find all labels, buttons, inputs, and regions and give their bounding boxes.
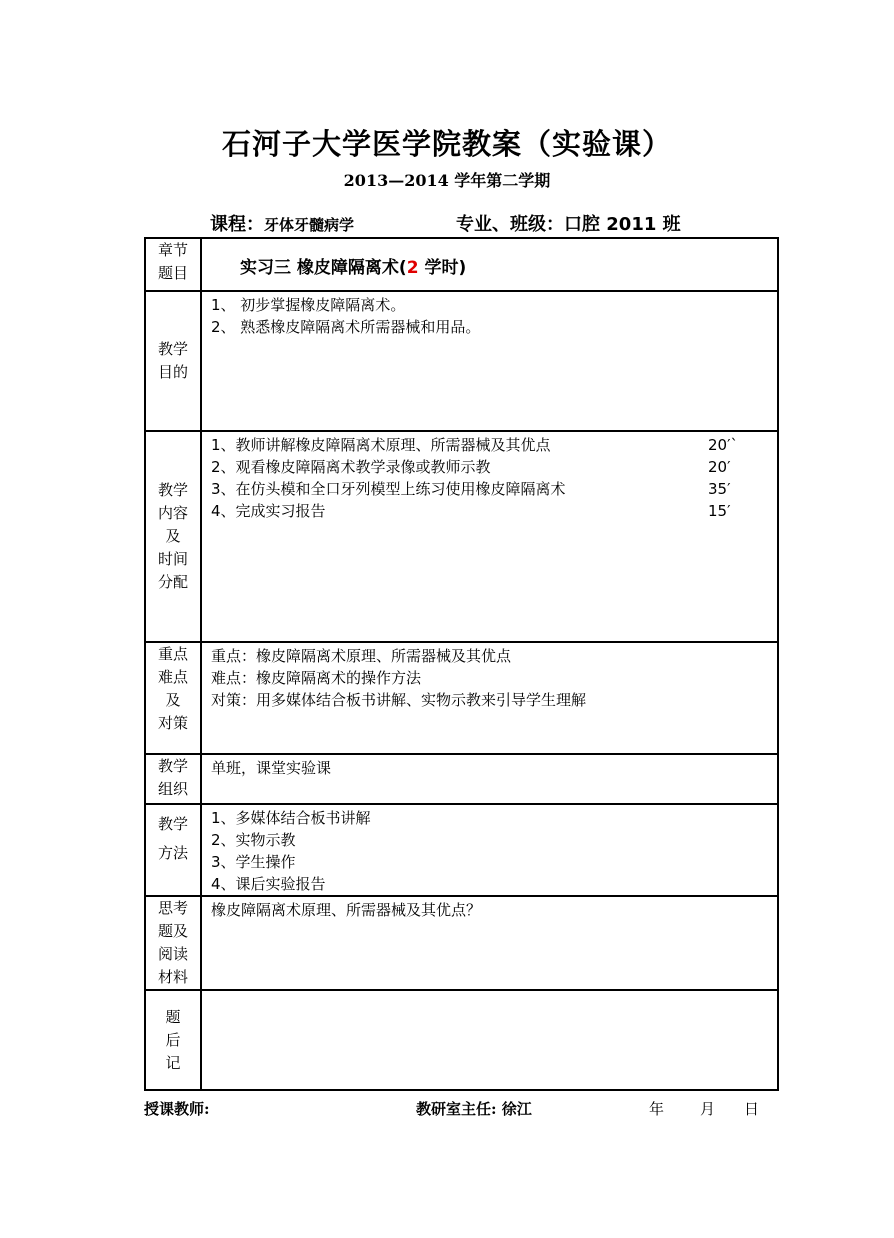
reading-content: 橡皮障隔离术原理、所需器械及其优点？ (201, 896, 778, 990)
class-info: 专业、班级：口腔 2011 班 (456, 214, 681, 235)
list-item: 1、 初步掌握橡皮障隔离术。 (211, 296, 406, 314)
reading-row (145, 896, 778, 990)
list-item: 2、观看橡皮障隔离术教学录像或教师示教 20′ (211, 458, 731, 476)
time-allocation: 15′ (708, 502, 731, 520)
date-day: 日 (744, 1100, 760, 1118)
course-info (210, 210, 354, 236)
organization-content: 单班，课堂实验课 (201, 754, 778, 804)
key-points-row (145, 642, 778, 754)
chapter-title: 实习三 橡皮障隔离术(2 学时) (201, 238, 778, 291)
date-month: 月 (700, 1100, 716, 1118)
chapter-label: 章节 题目 (145, 238, 201, 291)
list-item: 4、完成实习报告 15′ (211, 502, 731, 520)
chapter-hours: 2 (406, 258, 419, 278)
list-item: 对策：用多媒体结合板书讲解、实物示教来引导学生理解 (211, 691, 587, 709)
key-points-label: 重点 难点 及 对策 (145, 642, 201, 754)
methods-label: 教学 方法 (145, 804, 201, 896)
date-year: 年 (649, 1100, 665, 1118)
organization-row (145, 754, 778, 804)
page-title: 石河子大学医学院教案（实验课） (221, 127, 672, 161)
content-row (145, 431, 778, 642)
content-label: 教学 内容 及 时间 分配 (145, 431, 201, 642)
list-item: 1、教师讲解橡皮障隔离术原理、所需器械及其优点 20′` (211, 436, 738, 454)
objectives-label: 教学 目的 (145, 291, 201, 431)
list-item: 1、多媒体结合板书讲解 (211, 809, 371, 827)
notes-content (201, 990, 778, 1090)
list-item: 3、在仿头模和全口牙列模型上练习使用橡皮障隔离术 35′ (211, 480, 731, 498)
list-item: 难点：橡皮障隔离术的操作方法 (211, 669, 422, 687)
course-name: 牙体牙髓病学 (264, 216, 355, 234)
reading-label: 思考 题及 阅读 材料 (145, 896, 201, 990)
semester-subtitle: 2013—2014 学年第二学期 (343, 171, 551, 190)
methods-row (145, 804, 778, 896)
list-item: 3、学生操作 (211, 853, 296, 871)
organization-label: 教学 组织 (145, 754, 201, 804)
notes-row (145, 990, 778, 1090)
list-item: 4、课后实验报告 (211, 875, 326, 893)
list-item: 重点：橡皮障隔离术原理、所需器械及其优点 (211, 647, 512, 665)
time-allocation: 35′ (708, 480, 731, 498)
list-item: 2、 熟悉橡皮障隔离术所需器械和用品。 (211, 318, 481, 336)
list-item: 2、实物示教 (211, 831, 296, 849)
lesson-plan-table (144, 237, 779, 1091)
content-list (201, 431, 778, 642)
objectives-content (201, 291, 778, 431)
teacher-signature: 授课教师: (144, 1100, 210, 1118)
objectives-row (145, 291, 778, 431)
time-allocation: 20′` (708, 436, 738, 454)
notes-label: 题 后 记 (145, 990, 201, 1090)
methods-content (201, 804, 778, 896)
director-signature: 教研室主任: 徐江 (416, 1100, 532, 1118)
chapter-row (145, 238, 778, 291)
course-label: 课程： (210, 214, 264, 235)
time-allocation: 20′ (708, 458, 731, 476)
key-points-content (201, 642, 778, 754)
